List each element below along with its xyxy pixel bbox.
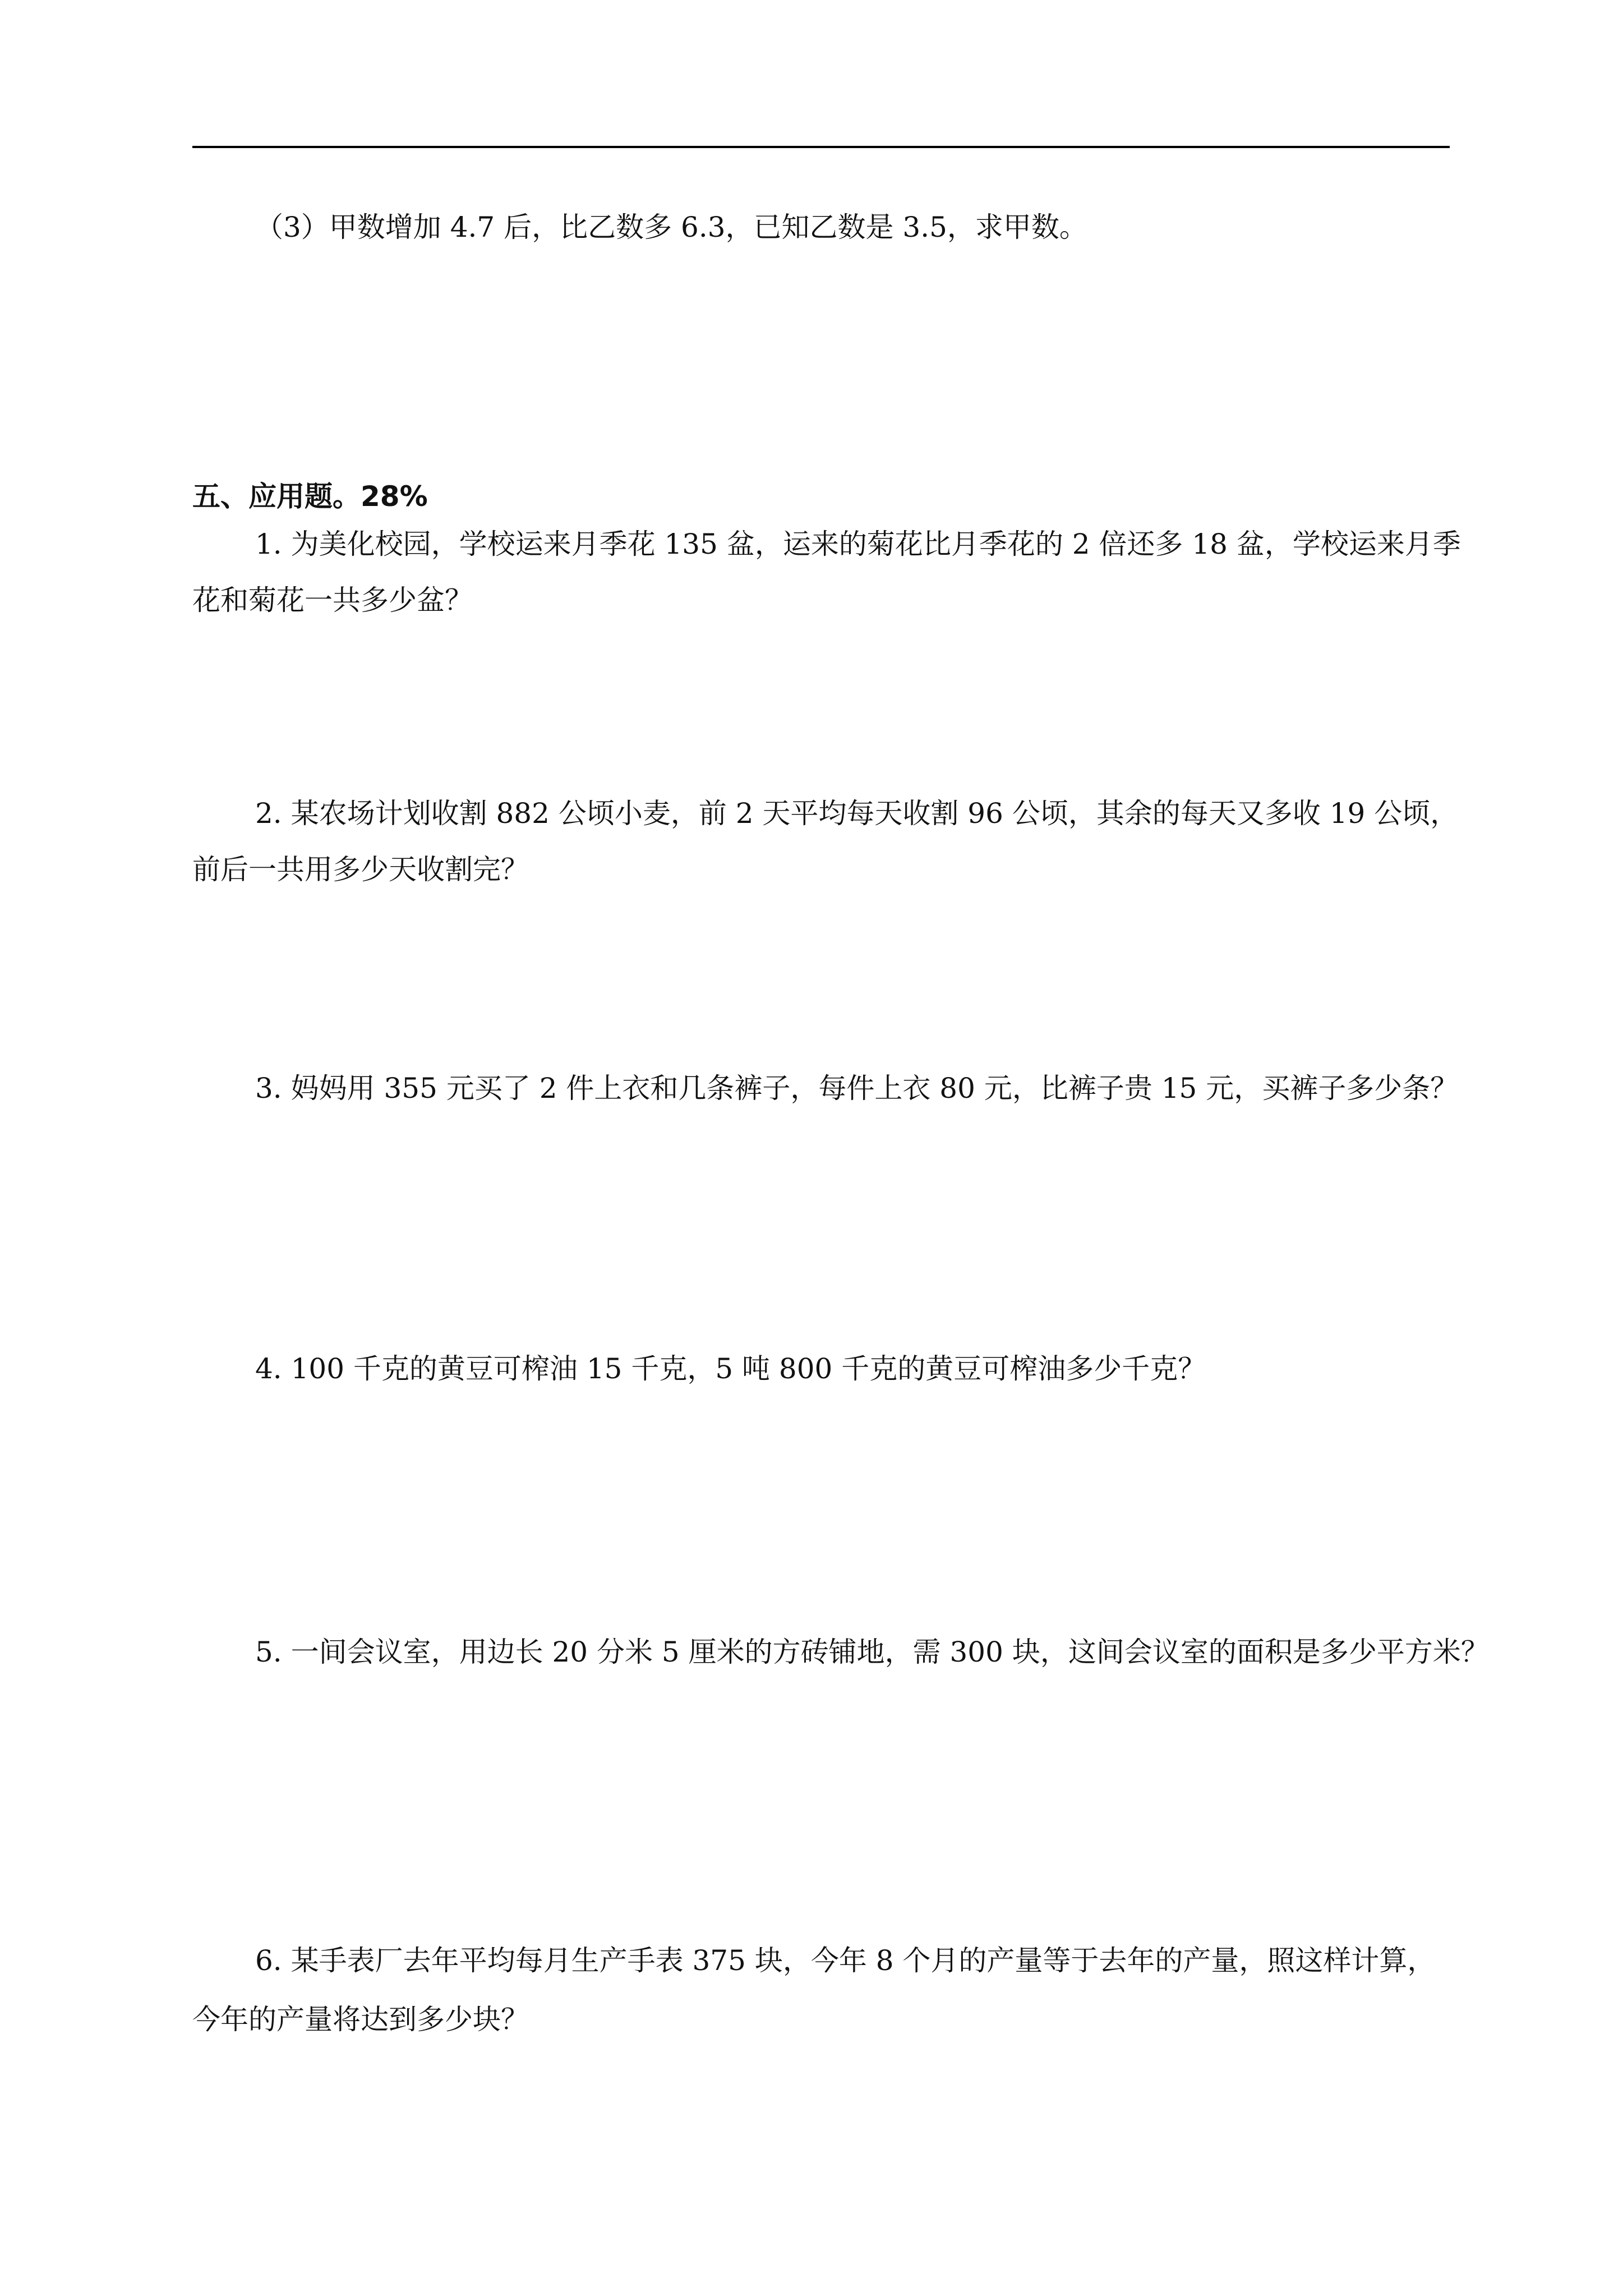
- question-1-line-1: 1. 为美化校园，学校运来月季花 135 盆，运来的菊花比月季花的 2 倍还多 18 盆，学校运来月季: [255, 528, 1461, 560]
- question-6-line-1: 6. 某手表厂去年平均每月生产手表 375 块，今年 8 个月的产量等于去年的产量，照这样计算，: [255, 1944, 1436, 1977]
- question-6-line-2: 今年的产量将达到多少块？: [192, 2003, 529, 2036]
- section-5-title: 五、应用题。28%: [192, 480, 428, 513]
- question-2-line-2: 前后一共用多少天收割完？: [192, 853, 529, 886]
- question-4-line-1: 4. 100 千克的黄豆可榨油 15 千克，5 吨 800 千克的黄豆可榨油多少千克？: [255, 1352, 1206, 1385]
- question-5-line-1: 5. 一间会议室，用边长 20 分米 5 厘米的方砖铺地，需 300 块，这间会议室的面积是多少平方米？: [255, 1636, 1489, 1668]
- header-rule: [192, 146, 1450, 148]
- question-1-line-2: 花和菊花一共多少盆？: [192, 584, 473, 616]
- carryover-item-3: （3）甲数增加 4.7 后，比乙数多 6.3，已知乙数是 3.5，求甲数。: [255, 211, 1087, 243]
- question-2-line-1: 2. 某农场计划收割 882 公顷小麦，前 2 天平均每天收割 96 公顷，其余的每天又多收 19 公顷，: [255, 797, 1459, 830]
- question-3-line-1: 3. 妈妈用 355 元买了 2 件上衣和几条裤子，每件上衣 80 元，比裤子贵 15 元，买裤子多少条？: [255, 1072, 1459, 1105]
